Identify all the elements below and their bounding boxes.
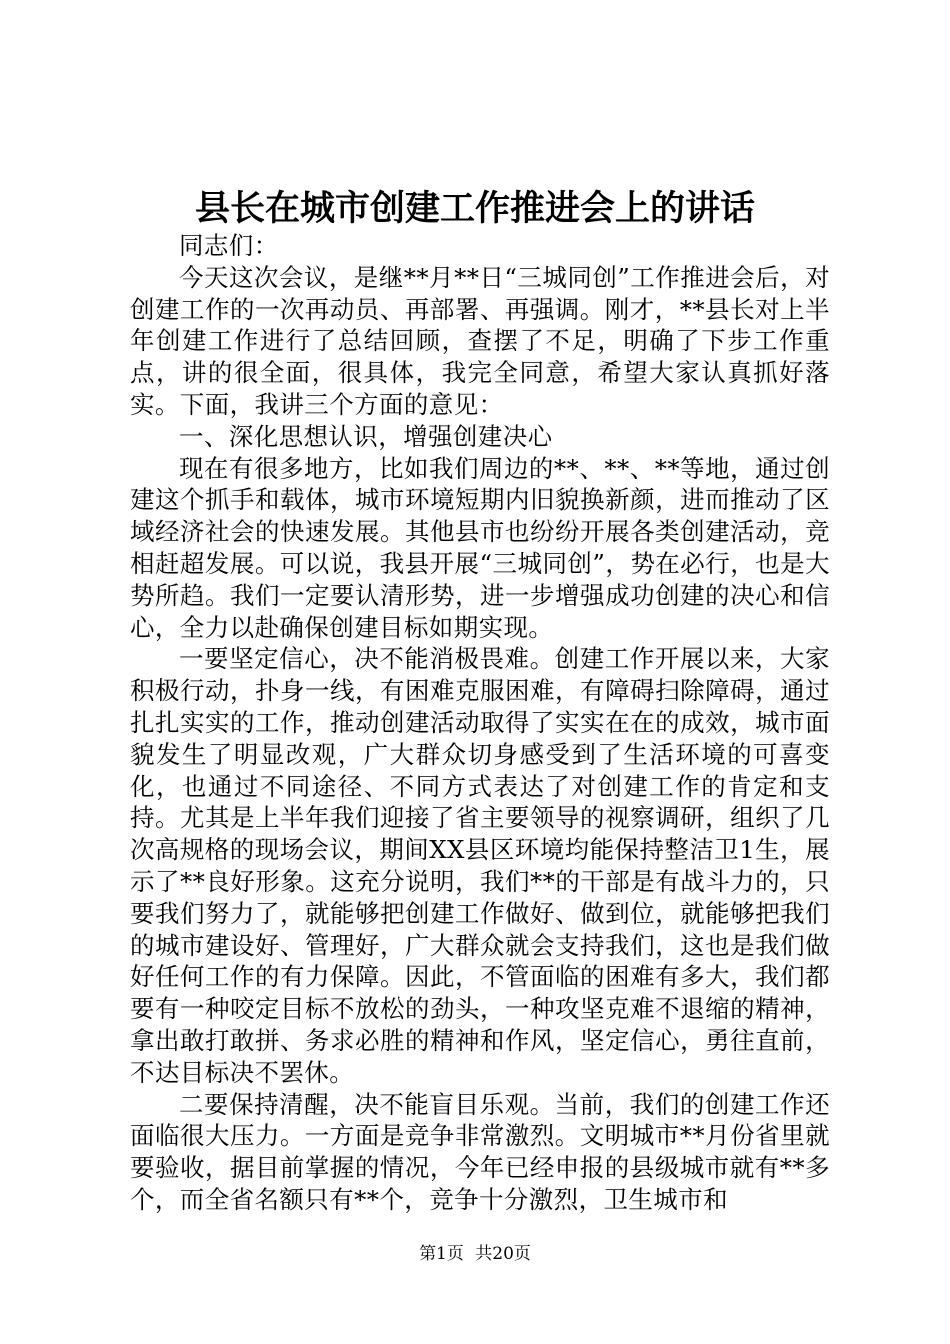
paragraph-point-2: 二要保持清醒，决不能盲目乐观。当前，我们的创建工作还面临很大压力。一方面是竞争非常激烈。文明城市**月份省里就要验收，据目前掌握的情况，今年已经申报的县级城市就有**多个，而全省名额只有**个，竞争十分激烈，卫生城市和 (130, 1089, 830, 1214)
document-title: 县长在城市创建工作推进会上的讲话 (194, 188, 755, 229)
paragraph-situation: 现在有很多地方，比如我们周边的**、**、**等地，通过创建这个抓手和载体，城市环境短期内旧貌换新颜，进而推动了区域经济社会的快速发展。其他县市也纷纷开展各类创建活动，竞相赶超发展。可以说，我县开展“三城同创”，势在必行，也是大势所趋。我们一定要认清形势，进一步增强成功创建的决心和信心，全力以赴确保创建目标如期实现。 (130, 453, 830, 642)
paragraph-intro: 今天这次会议，是继**月**日“三城同创”工作推进会后，对创建工作的一次再动员、再部署、再强调。刚才，**县长对上半年创建工作进行了总结回顾，查摆了不足，明确了下步工作重点，讲的很全面，很具体，我完全同意，希望大家认真抓好落实。下面，我讲三个方面的意见： (130, 262, 830, 419)
document-body (130, 230, 830, 1216)
page-total: 共20页 (475, 1244, 531, 1264)
paragraph-point-1: 一要坚定信心，决不能消极畏难。创建工作开展以来，大家积极行动，扑身一线，有困难克服困难，有障碍扫除障碍，通过扎扎实实的工作，推动创建活动取得了实实在在的成效，城市面貌发生了明显改观，广大群众切身感受到了生活环境的可喜变化，也通过不同途径、不同方式表达了对创建工作的肯定和支持。尤其是上半年我们迎接了省主要领导的视察调研，组织了几次高规格的现场会议，期间XX县区环境均能保持整洁卫1生，展示了**良好形象。这充分说明，我们**的干部是有战斗力的，只要我们努力了，就能够把创建工作做好、做到位，就能够把我们的城市建设好、管理好，广大群众就会支持我们，这也是我们做好任何工作的有力保障。因此，不管面临的困难有多大，我们都要有一种咬定目标不放松的劲头，一种攻坚克难不退缩的精神，拿出敢打敢拼、务求必胜的精神和作风，坚定信心，勇往直前，不达目标决不罢休。 (130, 644, 830, 1087)
page-footer (0, 1242, 950, 1266)
section-heading-1: 一、深化思想认识，增强创建决心 (179, 421, 553, 451)
paragraph-salutation: 同志们： (179, 231, 279, 260)
page-number: 第1页 (419, 1244, 464, 1264)
